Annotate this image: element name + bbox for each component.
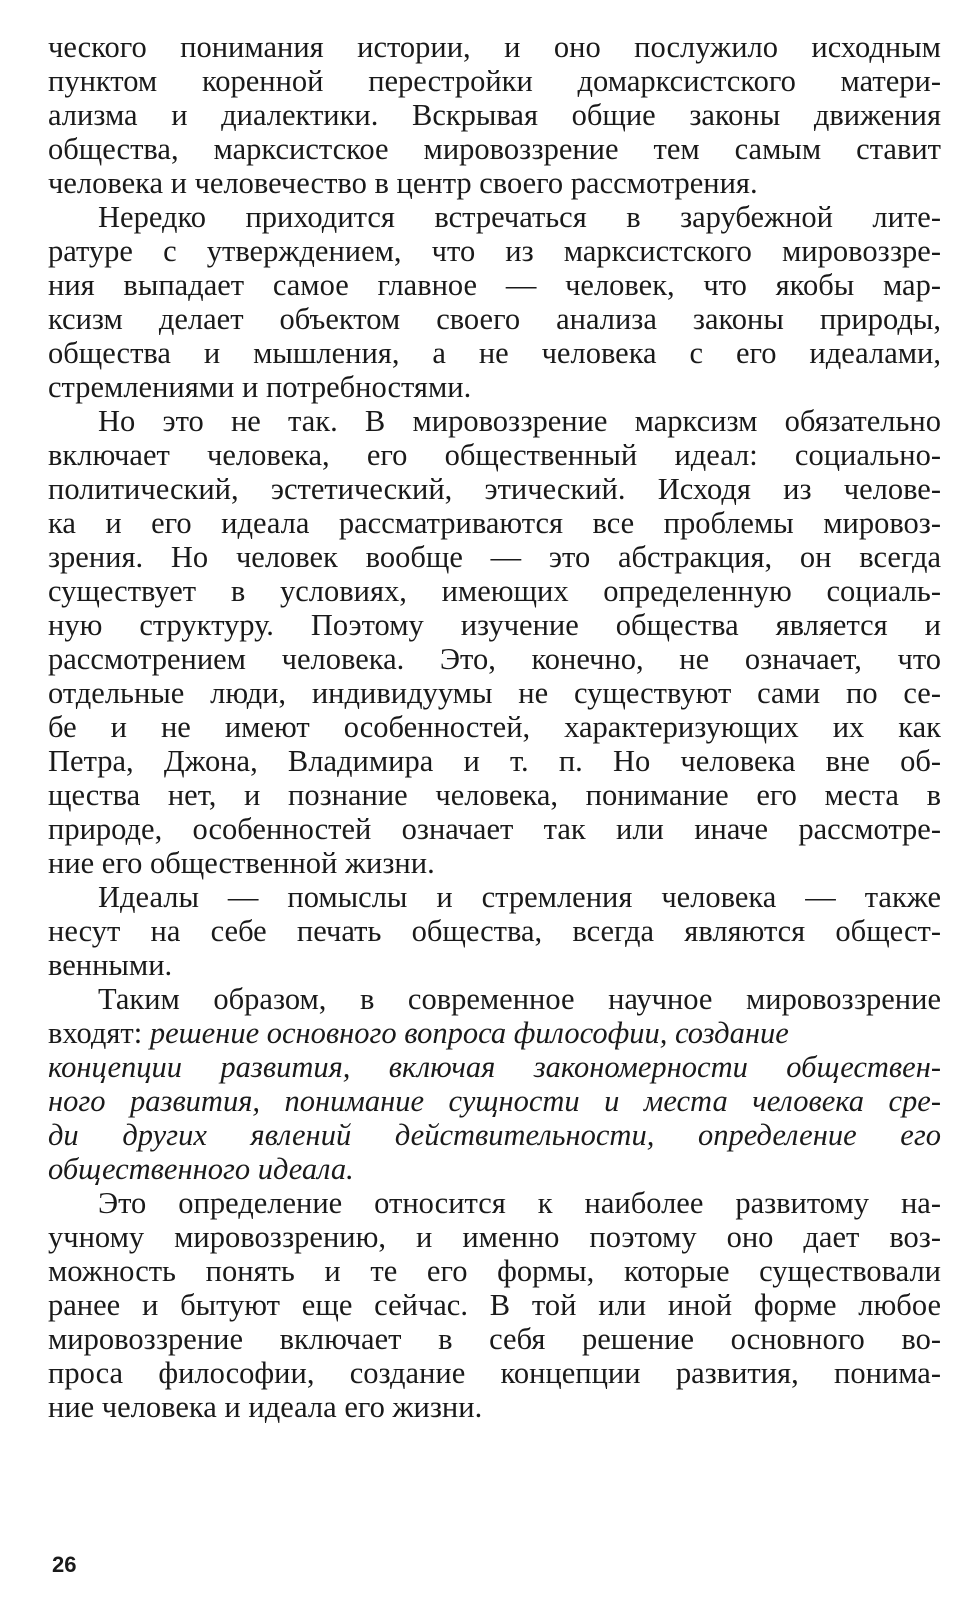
text-line: бе и не имеют особенностей, характеризующих их как — [48, 710, 941, 744]
text-line: несут на себе печать общества, всегда являются общест- — [48, 914, 941, 948]
text-line: природе, особенностей означает так или иначе рассмотре- — [48, 812, 941, 846]
text-line: пунктом коренной перестройки домарксистского матери- — [48, 64, 941, 98]
text-line: учному мировоззрению, и именно поэтому оно дает воз- — [48, 1220, 941, 1254]
text-line: щества нет, и познание человека, понимание его места в — [48, 778, 941, 812]
page-number: 26 — [52, 1552, 77, 1577]
text-line: Нередко приходится встречаться в зарубежной лите- — [98, 200, 941, 234]
italic-text-line: ного развития, понимание сущности и места человека сре- — [48, 1084, 941, 1118]
text-line: общества и мышления, а не человека с его идеалами, — [48, 336, 941, 370]
text-line: существует в условиях, имеющих определенную социаль- — [48, 574, 941, 608]
text-line: ксизм делает объектом своего анализа законы природы, — [48, 302, 941, 336]
italic-text-line: общественного идеала. — [48, 1152, 354, 1186]
text-line: ную структуру. Поэтому изучение общества является и — [48, 608, 941, 642]
text-line: рассмотрением человека. Это, конечно, не означает, что — [48, 642, 941, 676]
text-line: Таким образом, в современное научное мировоззрение — [98, 982, 941, 1016]
text-line: человека и человечество в центр своего рассмотрения. — [48, 166, 758, 200]
italic-text-line: ди других явлений действительности, определение его — [48, 1118, 941, 1152]
text-line: Идеалы — помыслы и стремления человека — также — [98, 880, 941, 914]
text-line: зрения. Но человек вообще — это абстракция, он всегда — [48, 540, 941, 574]
page-body — [48, 30, 941, 1424]
text-line: ка и его идеала рассматриваются все проблемы мировоз- — [48, 506, 941, 540]
text-line: проса философии, создание концепции развития, понима- — [48, 1356, 941, 1390]
text-line: ние человека и идеала его жизни. — [48, 1390, 483, 1424]
text-line: ализма и диалектики. Вскрывая общие законы движения — [48, 98, 941, 132]
text-line: общества, марксистское мировоззрение тем самым ставит — [48, 132, 941, 166]
text-line: венными. — [48, 948, 173, 982]
text-line: мировоззрение включает в себя решение основного во- — [48, 1322, 941, 1356]
text-line: включает человека, его общественный идеал: социально- — [48, 438, 941, 472]
text-line: стремлениями и потребностями. — [48, 370, 472, 404]
text-line: ния выпадает самое главное — человек, что якобы мар- — [48, 268, 941, 302]
italic-text-run: решение основного вопроса философии, создание — [149, 1016, 789, 1050]
text-line: Но это не так. В мировоззрение марксизм обязательно — [98, 404, 941, 438]
italic-text-line: концепции развития, включая закономерности обществен- — [48, 1050, 941, 1084]
text-line: ние его общественной жизни. — [48, 846, 435, 880]
text-line: ранее и бытуют еще сейчас. В той или иной форме любое — [48, 1288, 941, 1322]
text-line: отдельные люди, индивидуумы не существуют сами по се- — [48, 676, 941, 710]
text-line: ческого понимания истории, и оно послужило исходным — [48, 30, 941, 64]
text-line: можность понять и те его формы, которые существовали — [48, 1254, 941, 1288]
text-line — [48, 1016, 941, 1050]
text-line: Это определение относится к наиболее развитому на- — [98, 1186, 941, 1220]
text-line: ратуре с утверждением, что из марксистского мировоззре- — [48, 234, 941, 268]
text-line: Петра, Джона, Владимира и т. п. Но человека вне об- — [48, 744, 941, 778]
text-run: входят: — [48, 1016, 150, 1050]
text-line: политический, эстетический, этический. Исходя из челове- — [48, 472, 941, 506]
